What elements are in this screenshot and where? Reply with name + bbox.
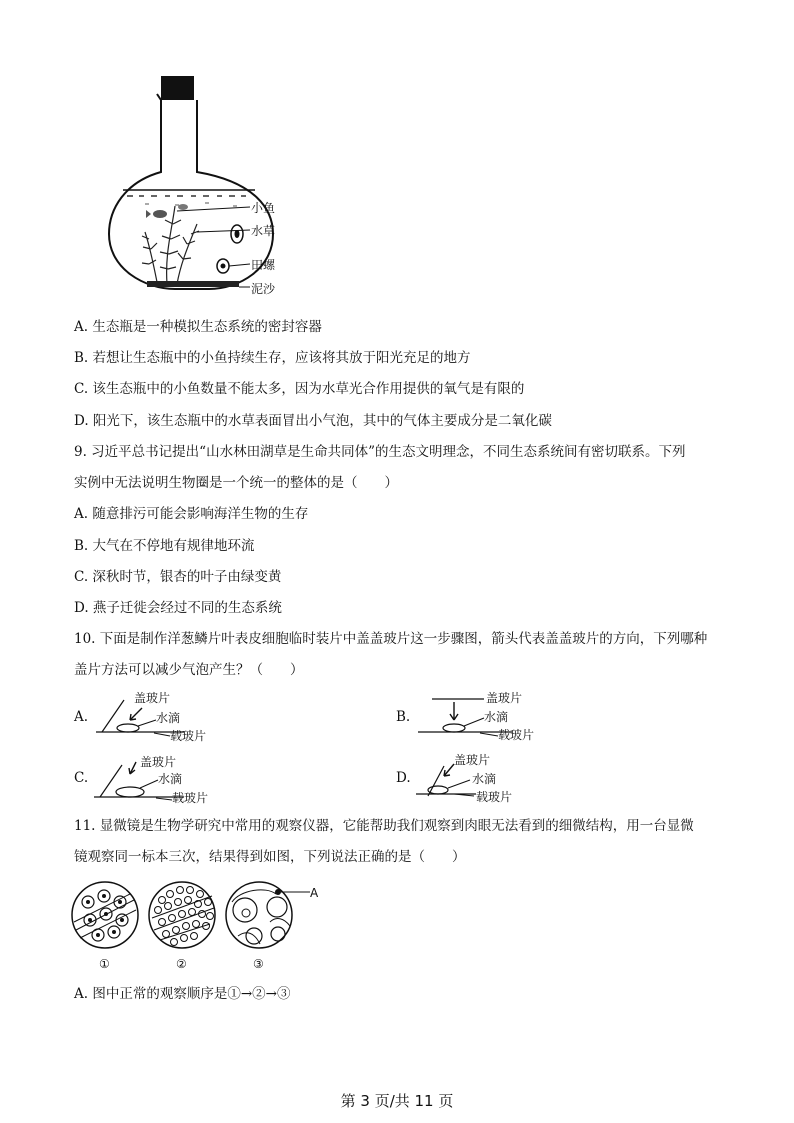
q9-option-a: A. 随意排污可能会影响海洋生物的生存 <box>74 506 309 522</box>
q11-option-a: A. 图中正常的观察顺序是①→②→③ <box>74 986 291 1002</box>
label-fish: 小鱼 <box>251 201 276 215</box>
arrow-icon <box>129 762 136 774</box>
q8-option-d: D. 阳光下，该生态瓶中的水草表面冒出小气泡，其中的气体主要成分是二氧化碳 <box>74 413 552 429</box>
view-3 <box>226 882 319 948</box>
view-2-label: ② <box>176 957 187 971</box>
q10-b-cover-label: 盖玻片 <box>486 691 523 705</box>
q9-option-d: D. 燕子迁徙会经过不同的生态系统 <box>74 600 282 616</box>
arrow-icon <box>130 708 142 720</box>
water-weed-icon <box>142 206 199 284</box>
q10-a-drop-label: 水滴 <box>156 711 181 725</box>
cell-nucleus-a <box>275 889 281 895</box>
q10-option-a-letter: A. <box>74 709 89 725</box>
label-snail: 田螺 <box>251 258 276 272</box>
q11-stem-line1: 11. 显微镜是生物学研究中常用的观察仪器，它能帮助我们观察到肉眼无法看到的细微结构，用一台显微 <box>74 818 694 834</box>
pointer-label-a: A <box>310 886 319 900</box>
q10-option-b-figure <box>414 690 534 742</box>
label-sand: 泥沙 <box>251 282 276 296</box>
q8-option-b: B. 若想让生态瓶中的小鱼持续生存，应该将其放于阳光充足的地方 <box>74 350 471 366</box>
q10-b-slide-label: 载玻片 <box>498 728 534 742</box>
q10-option-d-letter: D. <box>396 770 411 786</box>
q10-option-a-figure <box>94 690 214 742</box>
view-1-label: ① <box>99 957 110 971</box>
view-3-label: ③ <box>253 957 264 971</box>
q11-stem-line2: 镜观察同一标本三次，结果得到如图，下列说法正确的是（ ） <box>74 849 466 865</box>
q10-stem-line2: 盖片方法可以减少气泡产生？（ ） <box>74 662 304 678</box>
view-2 <box>149 882 215 948</box>
microscope-views-figure <box>70 880 330 976</box>
arrow-icon <box>450 702 458 720</box>
view-1 <box>72 882 138 948</box>
q10-d-cover-label: 盖玻片 <box>454 753 491 767</box>
q10-c-cover-label: 盖玻片 <box>140 755 177 769</box>
q9-option-c: C. 深秋时节，银杏的叶子由绿变黄 <box>74 569 282 585</box>
q10-c-slide-label: 载玻片 <box>172 791 209 804</box>
q9-option-b: B. 大气在不停地有规律地环流 <box>74 538 255 554</box>
label-weed: 水草 <box>251 224 276 238</box>
q10-option-d-figure <box>414 752 534 804</box>
q8-option-a: A. 生态瓶是一种模拟生态系统的密封容器 <box>74 319 322 335</box>
q10-b-drop-label: 水滴 <box>484 710 509 724</box>
eco-bottle-figure <box>105 74 295 299</box>
q10-option-c-figure <box>92 752 222 804</box>
q9-stem-line2: 实例中无法说明生物圈是一个统一的整体的是（ ） <box>74 475 398 491</box>
q10-a-cover-label: 盖玻片 <box>134 691 171 705</box>
q9-stem-line1: 9. 习近平总书记提出“山水林田湖草是生命共同体”的生态文明理念，不同生态系统间有密切联系。下列 <box>74 444 686 460</box>
q10-a-slide-label: 载玻片 <box>170 729 207 742</box>
sand-layer <box>147 281 239 287</box>
arrow-icon <box>444 764 454 776</box>
q10-option-c-letter: C. <box>74 770 89 786</box>
bottle-stopper <box>161 76 194 100</box>
page-footer: 第 3 页/共 11 页 <box>340 1092 454 1110</box>
q10-d-drop-label: 水滴 <box>472 772 497 786</box>
q8-option-c: C. 该生态瓶中的小鱼数量不能太多，因为水草光合作用提供的氧气是有限的 <box>74 381 525 397</box>
q10-option-b-letter: B. <box>396 709 411 725</box>
q10-c-drop-label: 水滴 <box>158 772 183 786</box>
water-dashes-2 <box>145 203 237 206</box>
q10-d-slide-label: 载玻片 <box>476 790 513 804</box>
q10-stem-line1: 10. 下面是制作洋葱鳞片叶表皮细胞临时装片中盖盖玻片这一步骤图，箭头代表盖盖玻片的方向，下列哪种 <box>74 631 708 647</box>
